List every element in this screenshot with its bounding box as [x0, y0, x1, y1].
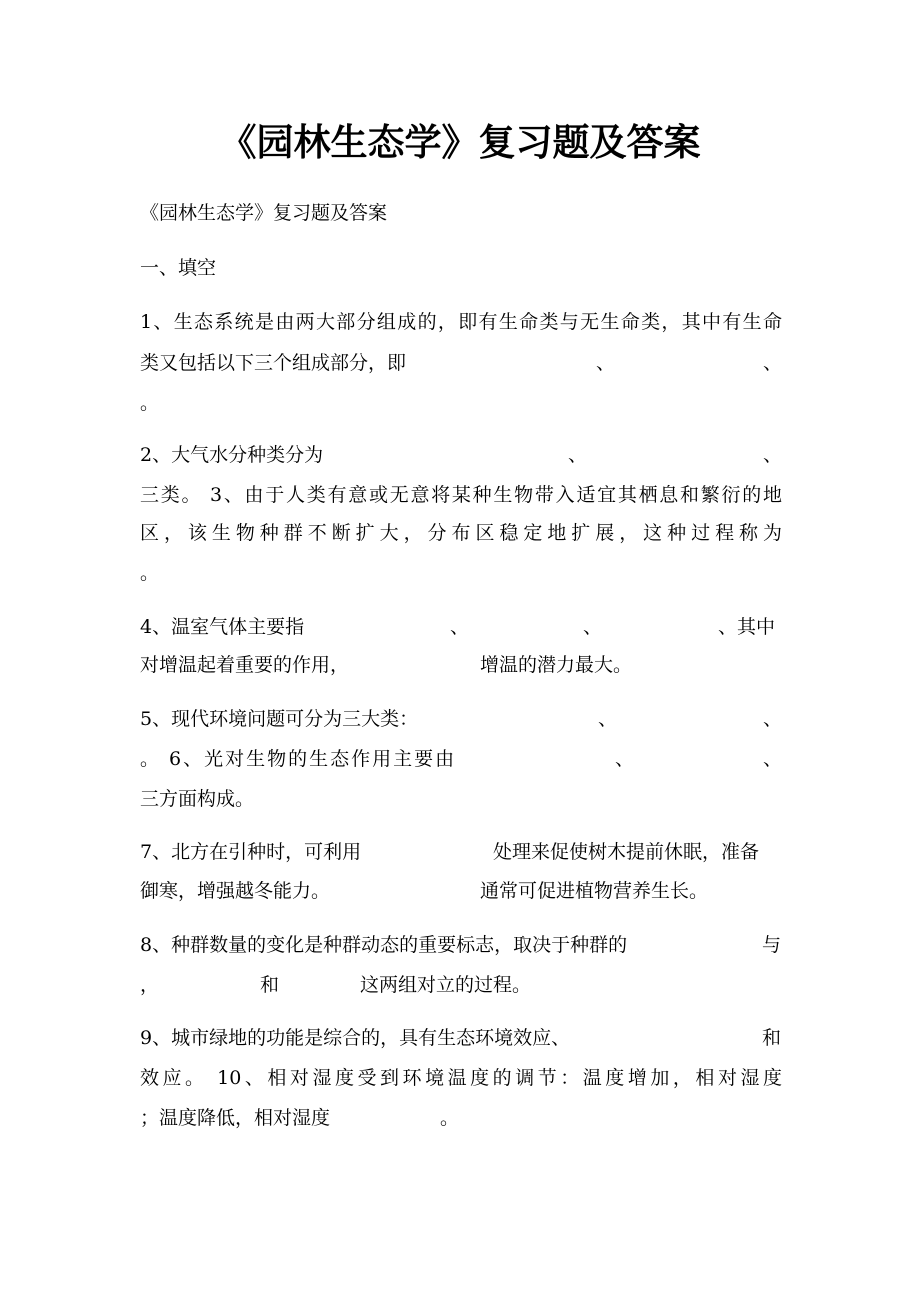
q8-text-4: 和: [260, 974, 280, 996]
q3-end: 。: [140, 562, 160, 584]
q10-text: ；温度降低，相对湿度: [140, 1107, 331, 1129]
question-3-line-3: [140, 560, 782, 586]
question-4-line-2: [140, 652, 782, 678]
q8-text-5: 这两组对立的过程。: [360, 974, 532, 996]
q5-sep-1: 、: [598, 708, 618, 730]
q6-sep-1: 、: [615, 748, 635, 770]
q6-text: 。 6、光对生物的生态作用主要由: [140, 748, 457, 770]
q1-end: 。: [140, 392, 160, 414]
question-4-line-1: [140, 614, 782, 640]
question-3-line-1: 三类。 3、由于人类有意或无意将某种生物带入适宜其栖息和繁衍的地: [140, 484, 782, 506]
question-9-line-1: [140, 1025, 782, 1051]
q4-text-4: 增温的潜力最大。: [480, 654, 633, 676]
question-6-line-1: [140, 746, 782, 772]
q8-text-2: 与: [762, 934, 782, 956]
subtitle-text: 《园林生态学》复习题及答案: [140, 202, 388, 224]
q1-text: 类又包括以下三个组成部分，即: [140, 352, 407, 374]
q7-text: 7、北方在引种时，可利用: [140, 841, 362, 863]
subtitle: [140, 200, 782, 226]
q7-text-4: 通常可促进植物营养生长。: [480, 880, 709, 902]
q6-end: 三方面构成。: [140, 788, 255, 810]
question-2-line: [140, 442, 782, 468]
q10-end: 。: [440, 1107, 460, 1129]
question-7-line-1: [140, 839, 782, 865]
q4-sep-1: 、: [450, 616, 470, 638]
section-heading-text: 一、填空: [140, 257, 217, 279]
q4-text: 4、温室气体主要指: [140, 616, 305, 638]
question-8-line-1: [140, 932, 782, 958]
q6-sep-2: 、: [763, 748, 783, 770]
q7-text-3: 御寒，增强越冬能力。: [140, 880, 331, 902]
question-1-line-1: 1、生态系统是由两大部分组成的，即有生命类与无生命类，其中有生命: [140, 311, 782, 333]
q2-text: 2、大气水分种类分为: [140, 444, 324, 466]
question-3-line-2: 区，该生物种群不断扩大，分布区稳定地扩展，这种过程称为: [140, 522, 782, 544]
q8-text-3: ，: [140, 974, 160, 996]
question-7-line-2: [140, 878, 782, 904]
q9-text: 9、城市绿地的功能是综合的，具有生态环境效应、: [140, 1027, 571, 1049]
q2-sep-1: 、: [568, 444, 588, 466]
q7-text-2: 处理来促使树木提前休眠，准备: [493, 841, 760, 863]
q2-sep-2: 、: [763, 444, 783, 466]
q4-sep-2: 、: [583, 616, 603, 638]
question-1-line-3: [140, 390, 782, 416]
q4-text-3: 对增温起着重要的作用，: [140, 654, 350, 676]
q5-text: 5、现代环境问题可分为三大类：: [140, 708, 419, 730]
question-5-line: [140, 706, 782, 732]
q4-text-2: 、其中: [718, 616, 776, 638]
q5-sep-2: 、: [763, 708, 783, 730]
q1-sep-1: 、: [596, 352, 616, 374]
question-6-line-2: [140, 786, 782, 812]
question-1-line-2: [140, 350, 782, 376]
q9-text-2: 和: [762, 1027, 782, 1049]
section-heading: [140, 255, 782, 281]
question-10-line-1: 效应。 10、相对湿度受到环境温度的调节：温度增加，相对湿度: [140, 1067, 782, 1089]
q1-sep-2: 、: [763, 352, 783, 374]
document-title: 《园林生态学》复习题及答案: [219, 121, 701, 164]
q8-text: 8、种群数量的变化是种群动态的重要标志，取决于种群的: [140, 934, 628, 956]
question-8-line-2: [140, 972, 782, 998]
question-10-line-2: [140, 1105, 782, 1131]
